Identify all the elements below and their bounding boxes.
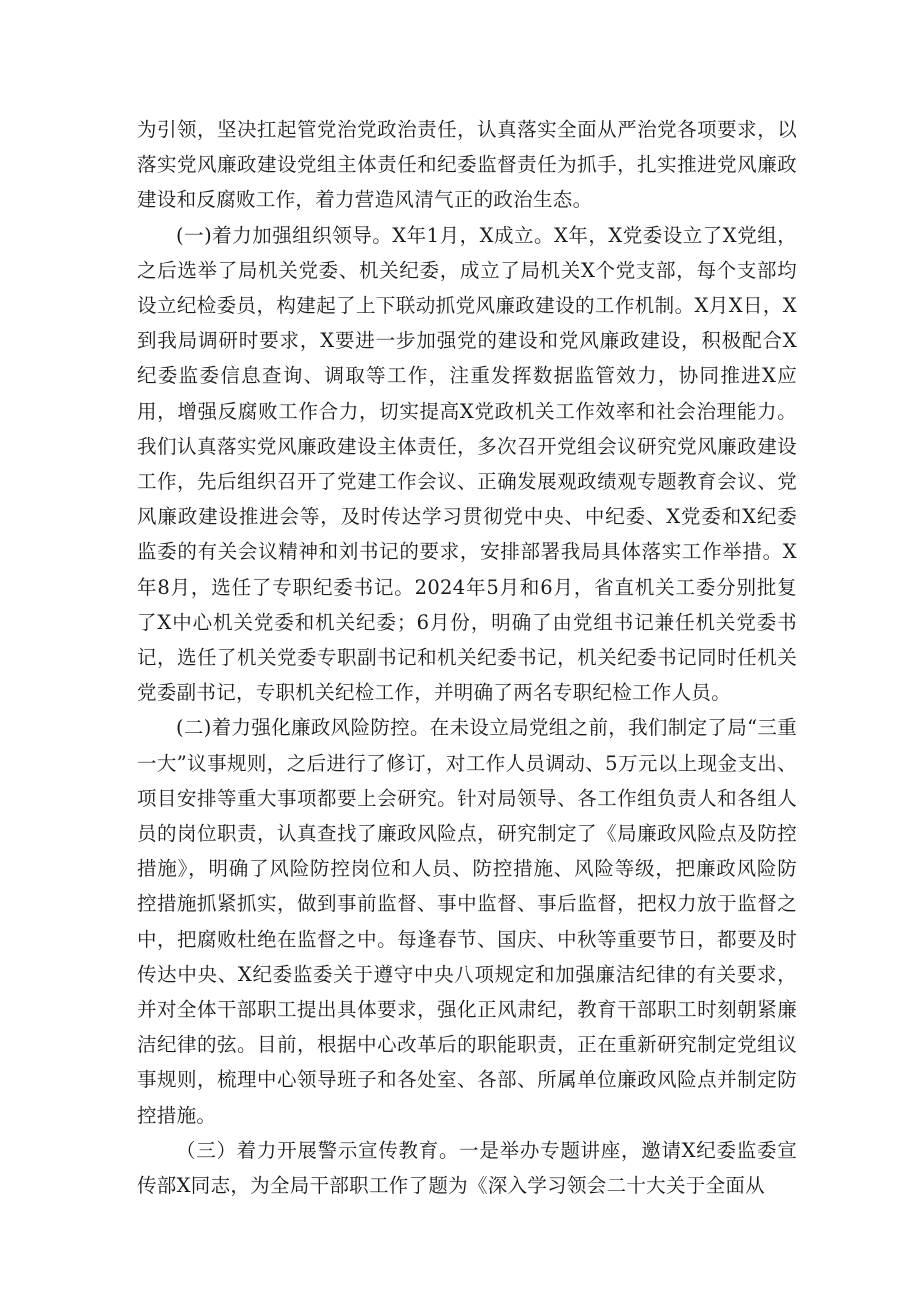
paragraph-section-1-organization: (一)着力加强组织领导。X年1月，X成立。X年，X党委设立了X党组，之后选举了局机关党委、机关纪委，成立了局机关X个党支部，每个支部均设立纪检委员，构建起了上下联动抓党风廉政建设的工作机制。X月X日，X到我局调研时要求，X要进一步加强党的建设和党风廉政建设，积极配合X纪委监委信息查询、调取等工作，注重发挥数据监管效力，协同推进X应用，增强反腐败工作合力，切实提高X党政机关工作效率和社会治理能力。我们认真落实党风廉政建设主体责任，多次召开党组会议研究党风廉政建设工作，先后组织召开了党建工作会议、正确发展观政绩观专题教育会议、党风廉政建设推进会等，及时传达学习贯彻党中央、中纪委、X党委和X纪委监委的有关会议精神和刘书记的要求，安排部署我局具体落实工作举措。X年8月，选任了专职纪委书记。2024年5月和6月，省直机关工委分别批复了X中心机关党委和机关纪委；6月份，明确了由党组书记兼任机关党委书记，选任了机关党委专职副书记和机关纪委书记，机关纪委书记同时任机关党委副书记，专职机关纪检工作，并明确了两名专职纪检工作人员。 — [137, 223, 797, 705]
paragraph-intro-continuation: 为引领，坚决扛起管党治党政治责任，认真落实全面从严治党各项要求，以落实党风廉政建设党组主体责任和纪委监督责任为抓手，扎实推进党风廉政建设和反腐败工作，着力营造风清气正的政治生态。 — [137, 118, 797, 212]
paragraph-section-2-risk-control: (二)着力强化廉政风险防控。在未设立局党组之前，我们制定了局“三重一大”议事规则，之后进行了修订，对工作人员调动、5万元以上现金支出、项目安排等重大事项都要上会研究。针对局领导、各工作组负责人和各组人员的岗位职责，认真查找了廉政风险点，研究制定了《局廉政风险点及防控措施》，明确了风险防控岗位和人员、防控措施、风险等级，把廉政风险防控措施抓紧抓实，做到事前监督、事中监督、事后监督，把权力放于监督之中，把腐败杜绝在监督之中。每逢春节、国庆、中秋等重要节日，都要及时传达中央、X纪委监委关于遵守中央八项规定和加强廉洁纪律的有关要求，并对全体干部职工提出具体要求，强化正风肃纪，教育干部职工时刻朝紧廉洁纪律的弦。目前，根据中心改革后的职能职责，正在重新研究制定党组议事规则，梳理中心领导班子和各处室、各部、所属单位廉政风险点并制定防控措施。 — [137, 716, 797, 1127]
paragraph-section-3-education: （三）着力开展警示宣传教育。一是举办专题讲座，邀请X纪委监委宣传部X同志，为全局干部职工作了题为《深入学习领会二十大关于全面从 — [137, 1138, 797, 1198]
document-body — [137, 112, 797, 1203]
